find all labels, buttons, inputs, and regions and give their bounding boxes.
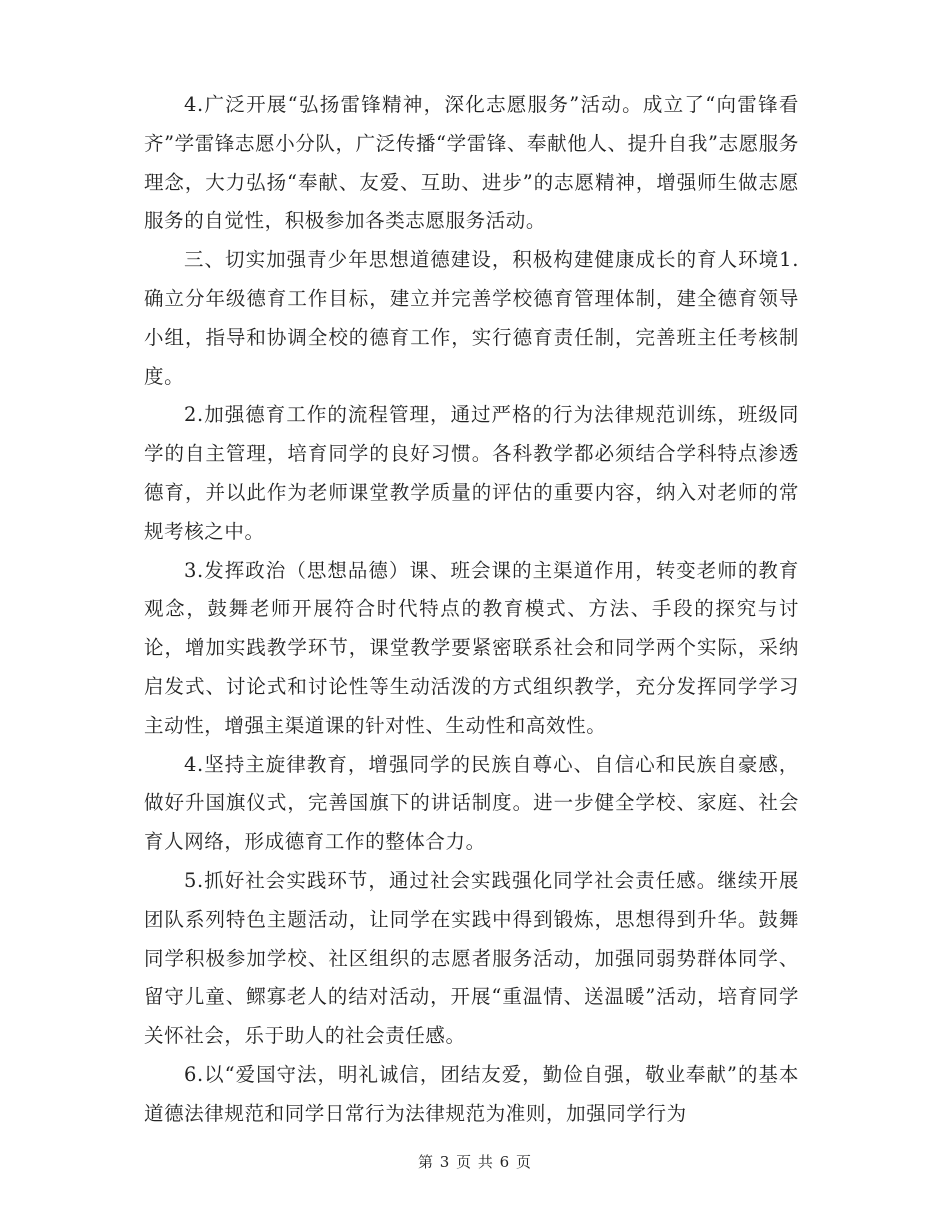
paragraph-moral-construction: 三、切实加强青少年思想道德建设，积极构建健康成长的育人环境1.确立分年级德育工作目标，建立并完善学校德育管理体制，建全德育领导小组，指导和协调全校的德育工作，实行德育责任制，完善班主任考核制度。: [144, 248, 799, 388]
paragraph-social-practice: 5.抓好社会实践环节，通过社会实践强化同学社会责任感。继续开展团队系列特色主题活动，让同学在实践中得到锻炼，思想得到升华。鼓舞同学积极参加学校、社区组织的志愿者服务活动，加强同弱势群体同学、留守儿童、鳏寡老人的结对活动，开展“重温情、送温暖”活动，培育同学关怀社会，乐于助人的社会责任感。: [144, 868, 799, 1048]
paragraph-process-management: 2.加强德育工作的流程管理，通过严格的行为法律规范训练，班级同学的自主管理，培育同学的良好习惯。各科教学都必须结合学科特点渗透德育，并以此作为老师课堂教学质量的评估的重要内容，纳入对老师的常规考核之中。: [144, 403, 799, 543]
paragraph-patriotic-education: 4.坚持主旋律教育，增强同学的民族自尊心、自信心和民族自豪感，做好升国旗仪式，完善国旗下的讲话制度。进一步健全学校、家庭、社会育人网络，形成德育工作的整体合力。: [144, 752, 799, 854]
page-number-footer: 第 3 页 共 6 页: [418, 1153, 532, 1171]
document-body: [144, 86, 799, 1134]
paragraph-moral-norms: 6.以“爱国守法，明礼诚信，团结友爱，勤俭自强，敬业奉献”的基本道德法律规范和同学日常行为法律规范为准则，加强同学行为: [144, 1062, 799, 1125]
paragraph-main-channel: 3.发挥政治（思想品德）课、班会课的主渠道作用，转变老师的教育观念，鼓舞老师开展符合时代特点的教育模式、方法、手段的探究与讨论，增加实践教学环节，课堂教学要紧密联系社会和同学两个实际，采纳启发式、讨论式和讨论性等生动活泼的方式组织教学，充分发挥同学学习主动性，增强主渠道课的针对性、生动性和高效性。: [144, 558, 799, 737]
paragraph-volunteer-service: 4.广泛开展“弘扬雷锋精神，深化志愿服务”活动。成立了“向雷锋看齐”学雷锋志愿小分队，广泛传播“学雷锋、奉献他人、提升自我”志愿服务理念，大力弘扬“奉献、友爱、互助、进步”的志愿精神，增强师生做志愿服务的自觉性，积极参加各类志愿服务活动。: [144, 93, 799, 233]
